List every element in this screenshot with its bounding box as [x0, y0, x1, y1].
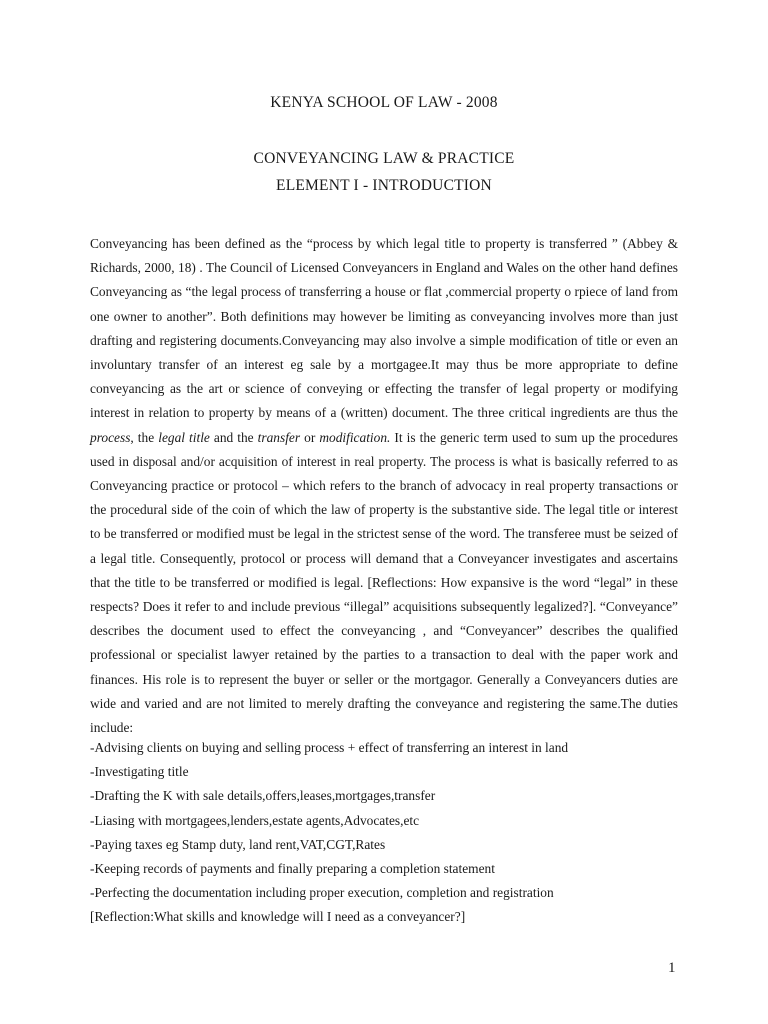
intro-paragraph [90, 232, 678, 740]
list-item: -Paying taxes eg Stamp duty, land rent,VAT,CGT,Rates [90, 836, 386, 852]
school-heading: KENYA SCHOOL OF LAW - 2008 [270, 94, 498, 111]
italic-term-process: process [90, 429, 131, 445]
list-item: -Investigating title [90, 764, 189, 780]
list-item: -Keeping records of payments and finally preparing a completion statement [90, 861, 495, 877]
paragraph-text: It is the generic term used to sum up the procedures used in disposal and/or acquisition of interest in real property. The process is what is basically referred to as Conveyancing practice or protocol – which refers to the branch of advocacy in real property transactions or the procedural side of the coin of which the law of property is the substantive side. The legal title or interest to be transferred or modified must be legal in the strictest sense of the word. The transferee must be seized of a legal title. Consequently, protocol or process will demand that a Conveyancer investigates and ascertains that the title to be transferred or modified is legal. [Reflections: How expansive is the word “legal” in these respects? Does it refer to and include previous “illegal” acquisitions subsequently legalized?]. “Conveyance” describes the document used to effect the conveyancing , and “Conveyancer” describes the qualified professional or specialist lawyer retained by the parties to a transaction to deal with the paper work and finances. His role is to represent the buyer or seller or the mortgagor. Generally a Conveyancers duties are wide and varied and are not limited to merely drafting the conveyance and registering the same.The duties include: [90, 429, 678, 736]
element-heading: ELEMENT I - INTRODUCTION [276, 177, 492, 194]
italic-term-transfer: transfer [257, 429, 301, 445]
paragraph-text: , the [130, 429, 159, 445]
paragraph-text: or [300, 429, 320, 445]
duties-list [90, 736, 678, 930]
list-item: -Drafting the K with sale details,offers,leases,mortgages,transfer [90, 788, 436, 804]
list-item: -Advising clients on buying and selling process + effect of transferring an interest in land [90, 740, 569, 755]
italic-term-legal-title: legal title [158, 429, 210, 445]
list-item: -Liasing with mortgagees,lenders,estate agents,Advocates,etc [90, 812, 420, 828]
italic-term-modification: modification. [319, 429, 391, 445]
paragraph-text: and the [209, 429, 258, 445]
paragraph-text: Conveyancing has been defined as the “process by which legal title to property is transferred ” (Abbey & Richards, 2000, 18) . The Council of Licensed Conveyancers in England and Wales on the other hand defines Conveyancing as “the legal process of transferring a house or flat ,commercial property o rpiece of land from one owner to another”. Both definitions may however be limiting as conveyancing involves more than just drafting and registering documents.Conveyancing may also involve a simple modification of title or even an involuntary transfer of an interest eg sale by a mortgagee.It may thus be more appropriate to define conveyancing as the art or science of conveying or effecting the transfer of legal property or modifying interest in relation to property by means of a (written) document. The three critical ingredients are thus the [90, 236, 678, 421]
course-heading: CONVEYANCING LAW & PRACTICE [253, 150, 515, 167]
reflection-note: [Reflection:What skills and knowledge will I need as a conveyancer?] [90, 909, 466, 925]
page-number: 1 [668, 960, 676, 976]
list-item: -Perfecting the documentation including proper execution, completion and registration [90, 885, 554, 901]
